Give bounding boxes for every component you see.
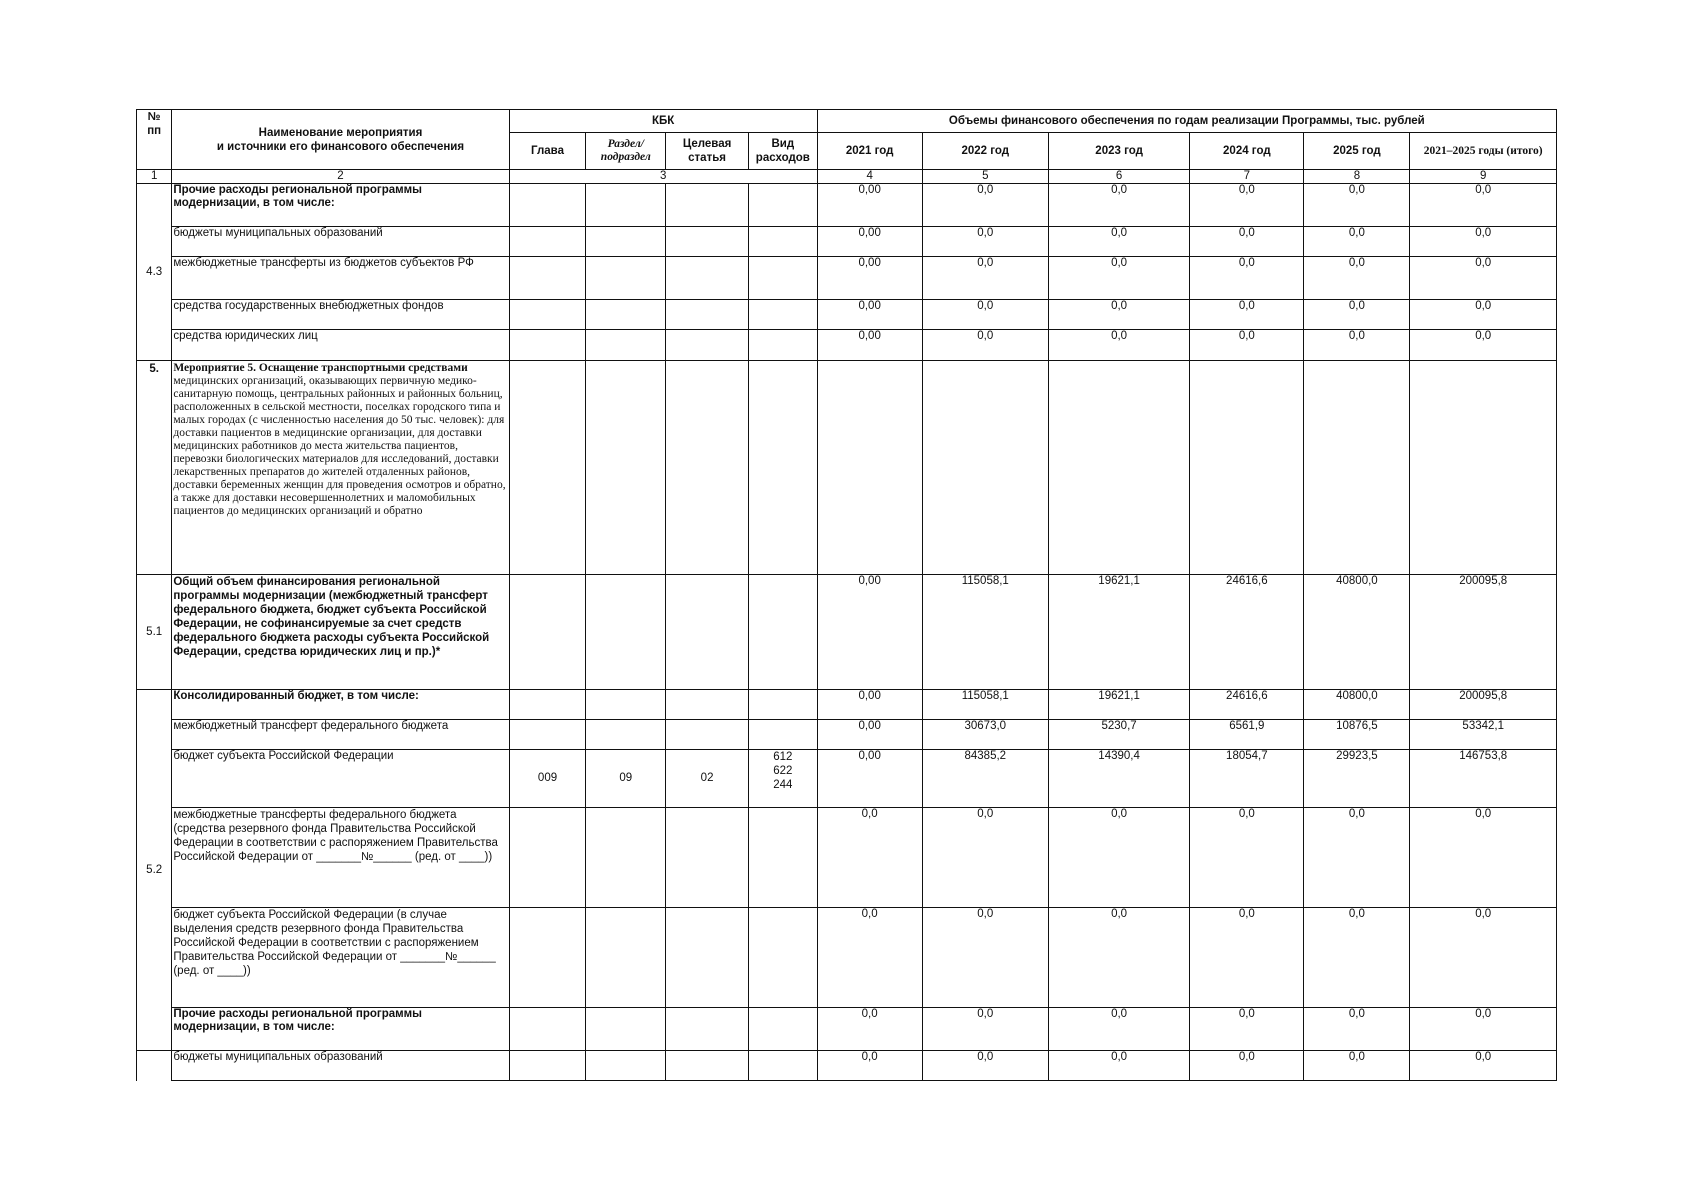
row-name: Общий объем финансирования региональной программы модернизации (межбюджетный трансферт федерального бюджета, бюджет субъекта Российской Федерации, не софинансируемые за счет средств федерального бюджета расходы субъекта Российской Федерации, средства юридических лиц и пр.)* [172,575,509,690]
value-cell: 0,0 [1190,1051,1304,1081]
row-number: 5.1 [137,575,172,690]
value-cell: 18054,7 [1190,750,1304,808]
value-cell: 84385,2 [922,750,1048,808]
row-name: бюджет субъекта Российской Федерации [172,750,509,808]
value-cell: 0,0 [922,227,1048,257]
value-cell: 0,00 [817,184,922,227]
header-name: Наименование мероприятия и источники его финансового обеспечения [172,110,509,170]
value-cell: 0,0 [1048,1051,1189,1081]
value-cell: 0,0 [1190,257,1304,300]
value-cell: 0,0 [817,1008,922,1051]
value-cell: 0,0 [1304,808,1410,908]
row-name [172,361,509,575]
colnum-6: 6 [1048,170,1189,184]
value-cell: 0,0 [1048,1008,1189,1051]
value-cell: 0,0 [1190,330,1304,361]
value-cell: 0,00 [817,690,922,720]
table-row [137,330,1557,361]
value-cell: 0,0 [1410,184,1557,227]
value-cell: 0,0 [1410,330,1557,361]
row-name: межбюджетные трансферты из бюджетов субъектов РФ [172,257,509,300]
value-cell: 0,0 [1410,300,1557,330]
table-row [137,227,1557,257]
table-row [137,720,1557,750]
header-target: Целевая статья [666,133,749,170]
header-year-2024: 2024 год [1190,133,1304,170]
value-cell: 0,0 [1304,330,1410,361]
value-cell: 0,0 [922,184,1048,227]
header-year-total: 2021–2025 годы (итого) [1410,133,1557,170]
value-cell: 0,0 [1190,1008,1304,1051]
value-cell: 0,00 [817,330,922,361]
table-row [137,361,1557,575]
value-cell: 0,0 [1190,227,1304,257]
value-cell: 115058,1 [922,690,1048,720]
value-cell: 0,0 [1190,808,1304,908]
value-cell: 0,0 [922,908,1048,1008]
value-cell: 0,0 [922,1008,1048,1051]
value-cell: 200095,8 [1410,690,1557,720]
value-cell: 0,0 [1304,227,1410,257]
value-cell: 14390,4 [1048,750,1189,808]
value-cell: 0,0 [1304,1051,1410,1081]
value-cell: 0,0 [1410,808,1557,908]
value-cell: 0,0 [922,808,1048,908]
value-cell: 24616,6 [1190,575,1304,690]
header-year-2023: 2023 год [1048,133,1189,170]
value-cell: 0,0 [1304,908,1410,1008]
colnum-2: 2 [172,170,509,184]
row-name: средства государственных внебюджетных фондов [172,300,509,330]
value-cell: 0,00 [817,257,922,300]
kbk-razdel: 09 [586,750,666,808]
value-cell: 0,00 [817,227,922,257]
value-cell: 0,0 [1410,908,1557,1008]
value-cell: 0,0 [1048,227,1189,257]
value-cell: 30673,0 [922,720,1048,750]
header-year-2025: 2025 год [1304,133,1410,170]
value-cell: 40800,0 [1304,690,1410,720]
value-cell: 0,0 [1048,300,1189,330]
value-cell: 0,00 [817,575,922,690]
value-cell: 0,0 [1048,184,1189,227]
value-cell: 0,00 [817,750,922,808]
value-cell: 0,0 [922,300,1048,330]
measure-description: медицинских организаций, оказывающих первичную медико-санитарную помощь, центральных районных и районных больниц, расположенных в сельской местности, поселках городского типа и малых городах (с численностью населения до 50 тыс. человек): для доставки пациентов в медицинские организации, для доставки медицинских работников до места жительства пациентов, перевозки биологических материалов для исследований, доставки лекарственных препаратов до жителей отдаленных районов, доставки беременных женщин для проведения осмотров и обратно, а также для доставки несовершеннолетних и маломобильных пациентов до медицинских организаций и обратно [173,375,506,517]
row-number [137,1051,172,1081]
value-cell: 0,0 [817,908,922,1008]
value-cell: 29923,5 [1304,750,1410,808]
value-cell: 0,0 [1410,227,1557,257]
value-cell: 0,0 [922,257,1048,300]
value-cell: 0,0 [1048,257,1189,300]
value-cell: 0,0 [1410,257,1557,300]
value-cell: 0,0 [1304,300,1410,330]
row-name: Консолидированный бюджет, в том числе: [172,690,509,720]
funding-table [136,109,1557,1081]
value-cell: 0,0 [1304,1008,1410,1051]
value-cell: 0,0 [1410,1008,1557,1051]
table-row [137,257,1557,300]
row-name: межбюджетный трансферт федерального бюджета [172,720,509,750]
row-name: Прочие расходы региональной программы модернизации, в том числе: [172,1008,509,1051]
value-cell: 0,0 [922,1051,1048,1081]
colnum-4: 4 [817,170,922,184]
colnum-9: 9 [1410,170,1557,184]
table-row [137,908,1557,1008]
value-cell: 200095,8 [1410,575,1557,690]
value-cell: 0,0 [1048,330,1189,361]
row-number: 4.3 [137,184,172,361]
value-cell: 40800,0 [1304,575,1410,690]
kbk-vid: 612 622 244 [748,750,817,808]
header-razdel: Раздел/ подраздел [586,133,666,170]
colnum-3: 3 [509,170,817,184]
value-cell: 0,0 [922,330,1048,361]
kbk-glava: 009 [509,750,586,808]
table-row [137,750,1557,808]
table-row [137,690,1557,720]
row-name: межбюджетные трансферты федерального бюджета (средства резервного фонда Правительства Российской Федерации в соответствии с распоряжением Правительства Российской Федерации от _______№______ (ред. от ____)) [172,808,509,908]
value-cell: 10876,5 [1304,720,1410,750]
row-name: Прочие расходы региональной программы модернизации, в том числе: [172,184,509,227]
value-cell: 115058,1 [922,575,1048,690]
value-cell: 0,0 [1048,908,1189,1008]
header-kbk: КБК [509,110,817,133]
row-name: бюджеты муниципальных образований [172,1051,509,1081]
colnum-8: 8 [1304,170,1410,184]
table-row [137,808,1557,908]
kbk-target: 02 [666,750,749,808]
table-row [137,1008,1557,1051]
value-cell: 0,0 [1190,300,1304,330]
row-number: 5.2 [137,690,172,1051]
header-funding: Объемы финансового обеспечения по годам реализации Программы, тыс. рублей [817,110,1556,133]
row-number: 5. [137,361,172,575]
value-cell: 146753,8 [1410,750,1557,808]
row-name: средства юридических лиц [172,330,509,361]
row-name: бюджеты муниципальных образований [172,227,509,257]
value-cell: 19621,1 [1048,690,1189,720]
value-cell: 0,0 [1190,184,1304,227]
header-glava: Глава [509,133,586,170]
value-cell: 0,0 [1304,184,1410,227]
header-year-2022: 2022 год [922,133,1048,170]
header-vid: Вид расходов [748,133,817,170]
header-num: № пп [137,110,172,170]
row-name: бюджет субъекта Российской Федерации (в случае выделения средств резервного фонда Правительства Российской Федерации в соответствии с распоряжением Правительства Российской Федерации от _______№______ (ред. от ____)) [172,908,509,1008]
value-cell: 0,0 [1304,257,1410,300]
value-cell: 0,00 [817,300,922,330]
value-cell: 0,0 [817,1051,922,1081]
value-cell: 24616,6 [1190,690,1304,720]
value-cell: 6561,9 [1190,720,1304,750]
value-cell: 19621,1 [1048,575,1189,690]
table-row [137,300,1557,330]
table-row [137,1051,1557,1081]
colnum-5: 5 [922,170,1048,184]
value-cell: 0,00 [817,720,922,750]
value-cell: 0,0 [817,808,922,908]
table-row [137,184,1557,227]
colnum-1: 1 [137,170,172,184]
measure-title: Мероприятие 5. Оснащение транспортными средствами [173,362,468,374]
value-cell: 0,0 [1190,908,1304,1008]
table-row [137,575,1557,690]
value-cell: 53342,1 [1410,720,1557,750]
header-year-2021: 2021 год [817,133,922,170]
value-cell: 5230,7 [1048,720,1189,750]
value-cell: 0,0 [1410,1051,1557,1081]
value-cell: 0,0 [1048,808,1189,908]
colnum-7: 7 [1190,170,1304,184]
